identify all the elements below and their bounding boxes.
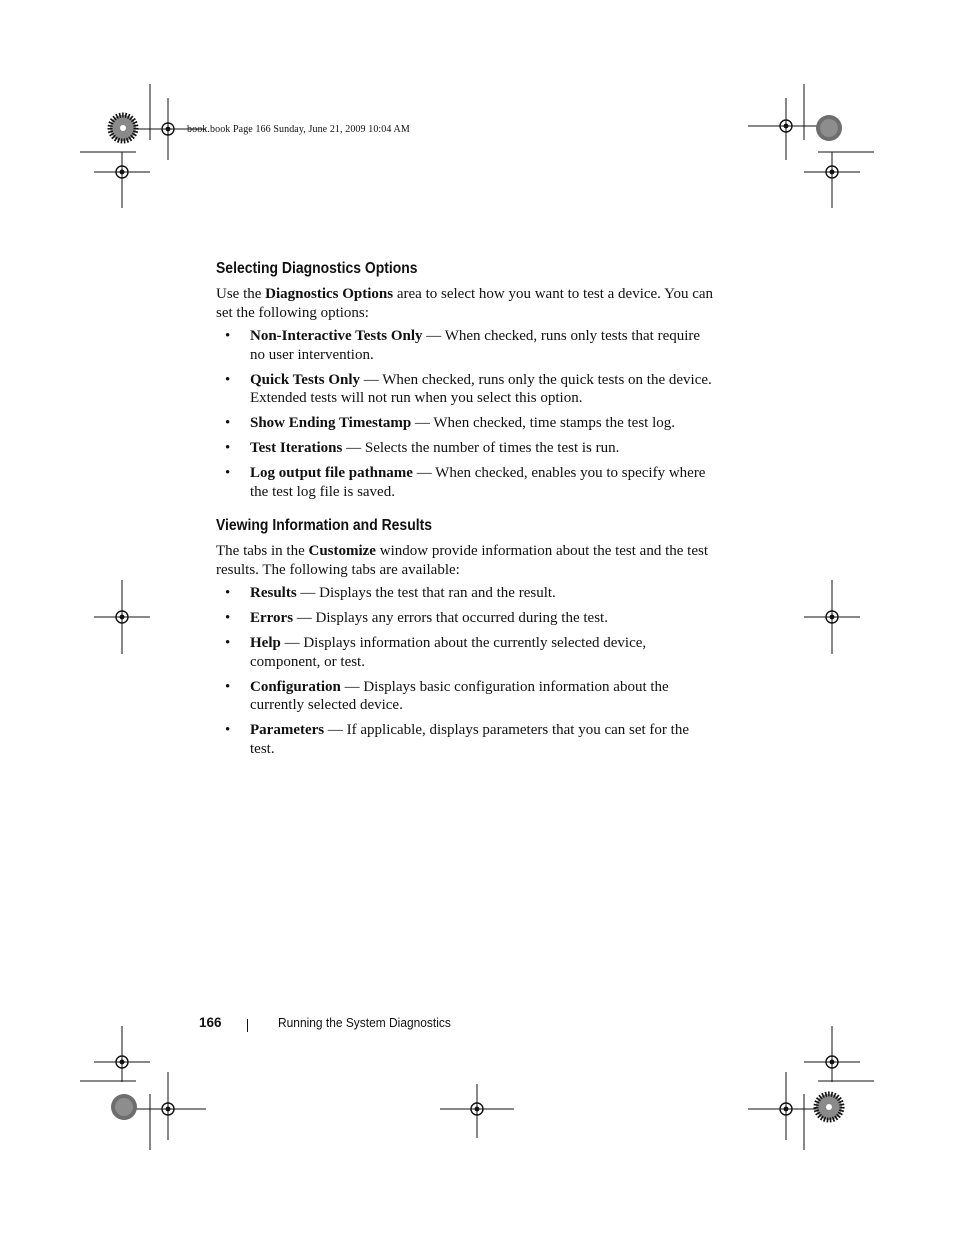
bullet: • [225,465,231,481]
list-item: • Help — Displays information about the currently selected device, component, or test. [225,635,647,670]
bullet: • [225,415,231,431]
list-item: • Quick Tests Only — When checked, runs only the quick tests on the device. Extended tests will not run when you select this option. [225,371,712,406]
section-intro: The tabs in the Customize window provide information about the test and the test results. The following tabs are available: [216,543,708,578]
chapter-title: Running the System Diagnostics [278,1015,451,1030]
bullet: • [225,371,231,388]
section-selecting-diagnostics-options [216,258,716,501]
bullet: • [225,440,231,456]
list-item: • Test Iterations — Selects the number of times the test is run. [225,440,620,456]
tabs-list [216,584,716,758]
list-item: • Log output file pathname — When checked, enables you to specify where the test log file is saved. [225,465,706,500]
bullet: • [225,585,231,601]
print-slug: book.book Page 166 Sunday, June 21, 2009 10:04 AM [187,124,410,135]
page-content [216,258,716,765]
options-list [216,327,716,501]
footer-separator [247,1019,248,1032]
bullet: • [225,610,231,626]
bullet: • [225,678,231,695]
section-heading: Selecting Diagnostics Options [216,260,418,277]
list-item: • Show Ending Timestamp — When checked, time stamps the test log. [225,415,675,431]
page-number: 166 [199,1015,222,1030]
bullet: • [225,722,231,738]
section-intro: Use the Diagnostics Options area to select how you want to test a device. You can set the following options: [216,286,714,321]
bullet: • [225,328,231,344]
list-item: • Parameters — If applicable, displays parameters that you can set for the test. [225,722,689,757]
list-item: • Results — Displays the test that ran and the result. [225,585,556,601]
bullet: • [225,635,231,651]
list-item: • Errors — Displays any errors that occurred during the test. [225,610,608,626]
list-item: • Non-Interactive Tests Only — When checked, runs only tests that require no user intervention. [225,328,701,363]
section-viewing-information-and-results [216,515,716,758]
section-heading: Viewing Information and Results [216,517,432,534]
list-item: • Configuration — Displays basic configuration information about the currently selected device. [225,678,669,713]
